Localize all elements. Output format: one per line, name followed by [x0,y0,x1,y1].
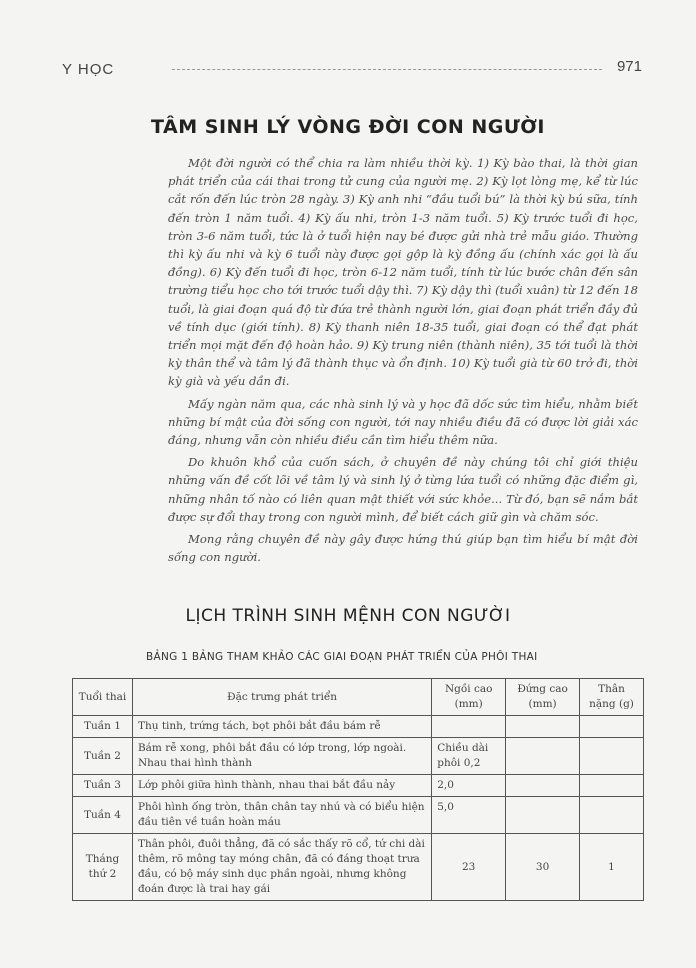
cell-desc: Thân phôi, đuôi thẳng, đã có sắc thấy rõ cổ, tứ chi dài thêm, rõ mông tay móng chân, đã có đáng thoạt trưa đầu, có bộ máy sinh dục phần ngoài, nhưng không đoán được là trai hay gái [132,834,431,901]
cell-weight [580,716,644,738]
table-header-row [73,679,644,716]
cell-age: Tháng thứ 2 [73,834,133,901]
section-name: Y HỌC [62,61,115,78]
section-title: LỊCH TRÌNH SINH MỆNH CON NGƯỜI [185,606,511,626]
header-rule [172,69,602,70]
paragraph: Mấy ngàn năm qua, các nhà sinh lý và y học đã dốc sức tìm hiểu, nhằm biết những bí mật của đời sống con người, tới nay nhiều điều đã có được lời giải xác đáng, nhưng vẫn còn nhiều điều cần tìm hiểu thêm nữa. [168,396,638,448]
paragraph: Một đời người có thể chia ra làm nhiều thời kỳ. 1) Kỳ bào thai, là thời gian phát triển của cái thai trong tử cung của người mẹ. 2) Kỳ lọt lòng mẹ, kể từ lúc cắt rốn đến lúc tròn 28 ngày. 3) Kỳ anh nhi “đầu tuổi bú” là thời kỳ bú sữa, tính đến tròn 1 năm tuổi. 4) Kỳ ấu nhi, tròn 1-3 năm tuổi. 5) Kỳ trước tuổi đi học, tròn 3-6 năm tuổi, tức là ở tuổi hiện nay bé được gửi nhà trẻ mẫu giáo. Thường thì kỳ ấu nhi và kỳ 6 tuổi này được gọi gộp là kỳ đồng ấu (chính xác gọi là ấu đồng). 6) Kỳ đến tuổi đi học, tròn 6-12 năm tuổi, tính từ lúc bước chân đến sân trường tiểu học cho tới trước tuổi dậy thì. 7) Kỳ dậy thì (tuổi xuân) từ 12 đến 18 tuổi, là giai đoạn quá độ từ đứa trẻ thành người lớn, giai đoạn phát triển đầy đủ về tính dục (giới tính). 8) Kỳ thanh niên 18-35 tuổi, giai đoạn có thể đạt phát triển mọi mặt đến độ hoàn hảo. 9) Kỳ trung niên (thành niên), 35 tới tuổi là thời kỳ thân thể và tâm lý đã thành thục và ổn định. 10) Kỳ tuổi già từ 60 trở đi, thời kỳ già và yếu dần đi. [168,156,638,389]
cell-stand [506,775,580,797]
table-row [73,775,644,797]
table-row [73,797,644,834]
cell-age: Tuần 2 [73,738,133,775]
cell-desc: Bám rễ xong, phôi bắt đầu có lớp trong, lớp ngoài. Nhau thai hình thành [132,738,431,775]
cell-age: Tuần 4 [73,797,133,834]
table-row [73,834,644,901]
cell-sit [432,716,506,738]
cell-stand [506,716,580,738]
cell-stand [506,738,580,775]
cell-age: Tuần 3 [73,775,133,797]
cell-weight [580,797,644,834]
column-header: Đứng cao (mm) [506,679,580,716]
cell-sit: 2,0 [432,775,506,797]
column-header: Ngồi cao (mm) [432,679,506,716]
page-number: 971 [616,58,642,75]
cell-desc: Phôi hình ống tròn, thân chân tay nhú và có biểu hiện đầu tiên về tuần hoàn máu [132,797,431,834]
paragraph: Do khuôn khổ của cuốn sách, ở chuyên đề này chúng tôi chỉ giới thiệu những vấn đề cốt lõi về tâm lý và sinh lý ở từng lứa tuổi có những đặc điểm gì, những nhân tố nào có liên quan mật thiết với sức khỏe... Từ đó, bạn sẽ nắm bắt được sự đổi thay trong con người mình, để biết cách giữ gìn và chăm sóc. [168,455,638,524]
page-header [62,58,642,82]
table-row [73,716,644,738]
column-header: Thân nặng (g) [580,679,644,716]
cell-desc: Thụ tinh, trứng tách, bọt phôi bắt đầu bám rễ [132,716,431,738]
table-caption: BẢNG 1 BẢNG THAM KHẢO CÁC GIAI ĐOẠN PHÁT TRIỂN CỦA PHÔI THAI [146,651,538,663]
embryo-development-table [72,678,644,901]
cell-sit: 5,0 [432,797,506,834]
cell-age: Tuần 1 [73,716,133,738]
cell-sit: Chiều dài phôi 0,2 [432,738,506,775]
article-title: TÂM SINH LÝ VÒNG ĐỜI CON NGƯỜI [151,116,545,138]
column-header: Tuổi thai [73,679,133,716]
cell-weight [580,738,644,775]
cell-sit: 23 [432,834,506,901]
cell-stand: 30 [506,834,580,901]
paragraph: Mong rằng chuyên đề này gây được hứng thú giúp bạn tìm hiểu bí mật đời sống con người. [168,532,638,565]
cell-desc: Lớp phôi giữa hình thành, nhau thai bắt đầu nảy [132,775,431,797]
cell-weight: 1 [580,834,644,901]
table-row [73,738,644,775]
article-body [168,154,638,570]
cell-stand [506,797,580,834]
column-header: Đặc trưng phát triển [132,679,431,716]
cell-weight [580,775,644,797]
